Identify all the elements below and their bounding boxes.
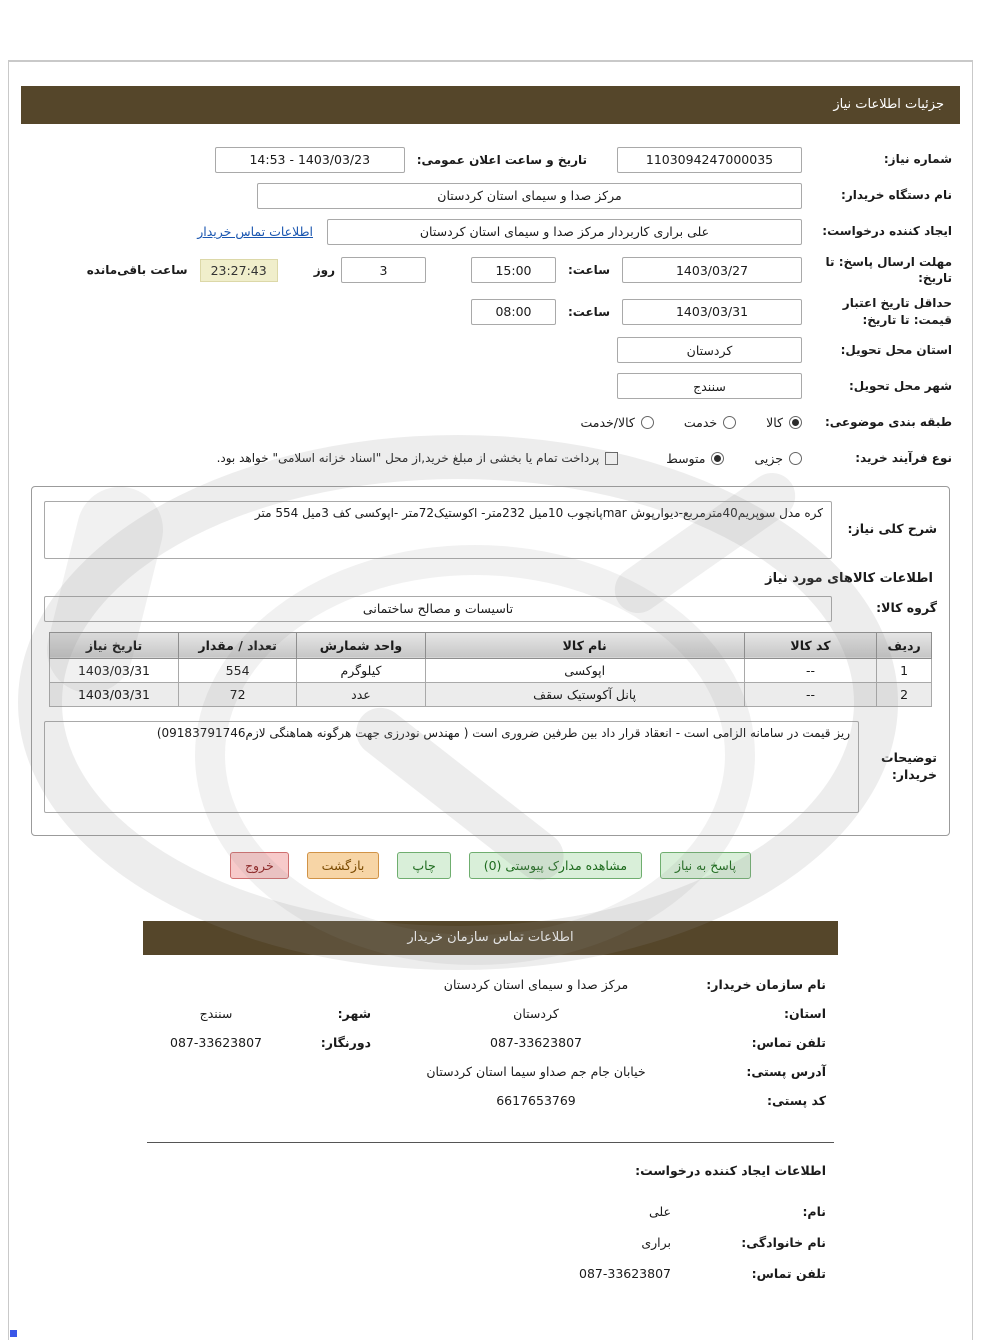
radio-icon[interactable] — [711, 452, 724, 465]
cell-quantity: 554 — [178, 658, 296, 682]
goods-table-header-row — [50, 632, 932, 658]
remaining-days-field[interactable]: 3 — [341, 257, 426, 283]
need-number-label: شماره نیاز: — [883, 152, 952, 167]
deadline-time-field[interactable]: 15:00 — [471, 257, 556, 283]
goods-table — [49, 632, 932, 707]
need-details-form — [9, 146, 972, 472]
cell-item-code: -- — [744, 658, 877, 682]
print-button[interactable]: چاپ — [397, 852, 450, 879]
creator-last-name-value: براری — [641, 1234, 671, 1250]
delivery-city-label: شهر محل تحویل: — [848, 379, 952, 394]
delivery-province-field[interactable]: کردستان — [617, 337, 802, 363]
need-number-field[interactable]: 1103094247000035 — [617, 147, 802, 173]
cell-unit: کیلوگرم — [297, 658, 425, 682]
countdown-label: ساعت باقی‌مانده — [86, 263, 188, 278]
cell-quantity: 72 — [178, 682, 296, 706]
col-item-code: کد کالا — [744, 632, 877, 658]
need-description-label: شرح کلی نیاز: — [847, 521, 937, 537]
radio-icon[interactable] — [723, 416, 736, 429]
creator-first-name-value: علی — [648, 1203, 671, 1219]
buyer-org-field[interactable]: مرکز صدا و سیمای استان کردستان — [257, 183, 802, 209]
countdown-badge: 23:27:43 — [200, 259, 278, 282]
announce-datetime-label: تاریخ و ساعت اعلان عمومی: — [416, 152, 587, 167]
treasury-checkbox[interactable] — [605, 452, 618, 465]
col-item-name: نام کالا — [425, 632, 744, 658]
col-unit: واحد شمارش — [297, 632, 425, 658]
exit-button[interactable]: خروج — [230, 852, 289, 879]
process-option-medium[interactable] — [666, 451, 724, 466]
category-option-service[interactable] — [684, 415, 736, 430]
validity-time-label: ساعت: — [567, 304, 610, 319]
creator-first-name-label: نام: — [802, 1203, 826, 1219]
org-name-value: مرکز صدا و سیمای استان کردستان — [443, 976, 629, 992]
org-city-value: سنندج — [199, 1005, 233, 1021]
org-fax-label: دورنگار: — [320, 1034, 371, 1050]
col-need-date: تاریخ نیاز — [50, 632, 179, 658]
org-province-label: استان: — [783, 1005, 826, 1021]
goods-group-field[interactable]: تاسیسات و مصالح ساختمانی — [44, 596, 832, 622]
subject-category-row — [29, 409, 952, 436]
category-option-goods-label: کالا — [766, 414, 783, 430]
category-option-service-label: خدمت — [683, 414, 718, 430]
details-header-title: جزئیات اطلاعات نیاز — [833, 97, 944, 112]
response-deadline-label: مهلت ارسال پاسخ: تا تاریخ: — [825, 255, 952, 286]
cell-unit: عدد — [297, 682, 425, 706]
subject-category-label: طبقه بندی موضوعی: — [824, 415, 952, 430]
delivery-province-row — [29, 337, 952, 364]
org-phone-fax-row — [155, 1035, 826, 1050]
creator-last-name-row — [155, 1235, 826, 1250]
cell-item-code: -- — [744, 682, 877, 706]
request-creator-row — [29, 218, 952, 245]
treasury-checkbox-label: پرداخت تمام یا بخشی از مبلغ خرید,از محل "اسناد خزانه اسلامی" خواهد بود. — [216, 451, 600, 466]
cell-item-name: پانل آکوستیک سقف — [425, 682, 744, 706]
cell-need-date: 1403/03/31 — [50, 658, 179, 682]
corner-dot — [10, 1330, 17, 1337]
cell-item-name: اپوکسی — [425, 658, 744, 682]
purchase-process-label: نوع فرآیند خرید: — [855, 451, 952, 466]
org-contact-header-bar — [143, 921, 838, 955]
goods-info-box — [31, 486, 950, 836]
org-contact-header-title: اطلاعات تماس سازمان خریدار — [407, 929, 574, 945]
org-contact-section — [143, 921, 838, 1281]
process-option-minor[interactable] — [754, 451, 802, 466]
deadline-time-label: ساعت: — [567, 263, 610, 278]
table-row — [50, 658, 932, 682]
org-postal-value: 6617653769 — [496, 1092, 576, 1108]
need-description-row — [44, 501, 937, 559]
request-creator-label: ایجاد کننده درخواست: — [822, 224, 952, 239]
org-address-row — [155, 1064, 826, 1079]
delivery-city-row — [29, 373, 952, 400]
need-number-row — [29, 146, 952, 173]
creator-last-name-label: نام خانوادگی: — [741, 1234, 826, 1250]
purchase-process-row — [29, 445, 952, 472]
creator-phone-value: 087-33623807 — [579, 1265, 671, 1281]
org-phone-label: تلفن تماس: — [751, 1034, 826, 1050]
org-fax-value: 087-33623807 — [170, 1034, 262, 1050]
process-option-minor-label: جزیی — [754, 450, 783, 466]
respond-button[interactable]: پاسخ به نیاز — [660, 852, 751, 879]
col-quantity: تعداد / مقدار — [178, 632, 296, 658]
buyer-org-row — [29, 182, 952, 209]
cell-need-date: 1403/03/31 — [50, 682, 179, 706]
section-divider — [147, 1142, 834, 1143]
request-creator-field[interactable]: علی براری کاربردار مرکز صدا و سیمای استان کردستان — [327, 219, 802, 245]
buyer-notes-textarea[interactable]: ریز قیمت در سامانه الزامی است - انعقاد قرار داد بین طرفین ضروری است ( مهندس نودرزی جهت هرگونه هماهنگی لازم09183791746) — [44, 721, 859, 813]
response-deadline-row — [29, 254, 952, 286]
goods-group-row — [44, 596, 937, 622]
org-phone-value: 087-33623807 — [490, 1034, 582, 1050]
delivery-city-field[interactable]: سنندج — [617, 373, 802, 399]
table-row — [50, 682, 932, 706]
process-option-medium-label: متوسط — [666, 450, 706, 466]
creator-first-name-row — [155, 1204, 826, 1219]
details-header-bar — [21, 86, 960, 124]
deadline-date-field[interactable]: 1403/03/27 — [622, 257, 802, 283]
org-address-value: خیابان جام جم صداو سیما استان کردستان — [426, 1063, 646, 1079]
price-validity-label: حداقل تاریخ اعتبار قیمت: تا تاریخ: — [842, 296, 952, 327]
back-button[interactable]: بازگشت — [307, 852, 380, 879]
org-postal-label: کد پستی: — [766, 1092, 826, 1108]
radio-icon[interactable] — [789, 416, 802, 429]
validity-time-field[interactable]: 08:00 — [471, 299, 556, 325]
announce-datetime-field[interactable]: 1403/03/23 - 14:53 — [215, 147, 405, 173]
category-option-goods-service-label: کالا/خدمت — [580, 414, 635, 430]
price-validity-row — [29, 295, 952, 327]
category-option-goods[interactable] — [766, 415, 802, 430]
buyer-notes-label: توضیحات خریدار: — [881, 749, 937, 782]
action-buttons — [9, 852, 972, 879]
content-frame — [8, 60, 973, 1340]
org-address-label: آدرس پستی: — [746, 1063, 826, 1079]
cell-row-number: 2 — [877, 682, 932, 706]
radio-icon[interactable] — [641, 416, 654, 429]
goods-section-title: اطلاعات کالاهای مورد نیاز — [765, 570, 933, 586]
radio-icon[interactable] — [789, 452, 802, 465]
org-province-value: کردستان — [513, 1005, 559, 1021]
org-province-city-row — [155, 1006, 826, 1021]
org-postal-row — [155, 1093, 826, 1108]
days-label: روز — [313, 263, 335, 278]
need-description-textarea[interactable]: کره مدل سوپریم40مترمربع-دیوارپوش marپانچوب 10میل 232متر- اکوستیک72متر -اپوکسی کف 3میل 554 متر — [44, 501, 832, 559]
delivery-province-label: استان محل تحویل: — [840, 343, 952, 358]
creator-phone-row — [155, 1266, 826, 1281]
creator-info-title: اطلاعات ایجاد کننده درخواست: — [635, 1162, 826, 1178]
buyer-contact-link[interactable]: اطلاعات تماس خریدار — [197, 224, 313, 239]
attachments-button[interactable]: مشاهده مدارک پیوستی (0) — [469, 852, 642, 879]
buyer-org-label: نام دستگاه خریدار: — [841, 188, 952, 203]
org-name-row — [155, 977, 826, 992]
col-row-number: ردیف — [877, 632, 932, 658]
org-contact-details — [143, 955, 838, 1124]
org-city-label: شهر: — [337, 1005, 371, 1021]
cell-row-number: 1 — [877, 658, 932, 682]
category-option-goods-service[interactable] — [580, 415, 653, 430]
validity-date-field[interactable]: 1403/03/31 — [622, 299, 802, 325]
goods-group-label: گروه کالا: — [876, 600, 937, 616]
org-name-label: نام سازمان خریدار: — [706, 976, 826, 992]
creator-phone-label: تلفن تماس: — [751, 1265, 826, 1281]
buyer-notes-row — [44, 721, 937, 813]
